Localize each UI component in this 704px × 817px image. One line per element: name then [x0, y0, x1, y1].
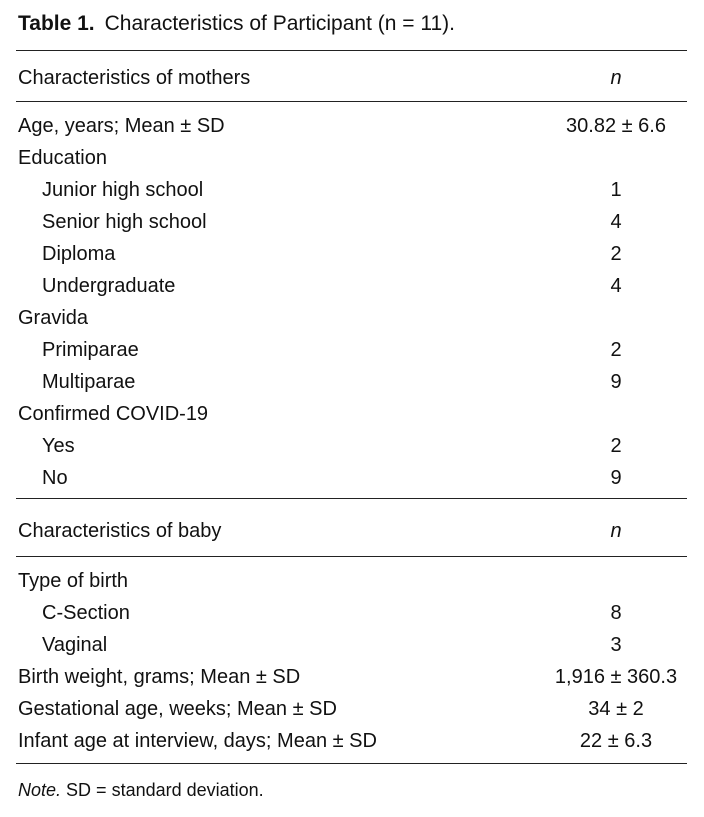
- table-row: [0, 206, 704, 238]
- row-value: 1: [610, 179, 622, 201]
- row-label: Yes: [42, 435, 75, 457]
- baby-header-row: [0, 515, 704, 547]
- row-value: 1,916 ± 360.3: [554, 666, 678, 688]
- mothers-header-row: [0, 62, 704, 94]
- row-label: Undergraduate: [42, 275, 176, 297]
- table-row: [0, 142, 704, 174]
- baby-header-rule: [16, 556, 687, 557]
- baby-header-n: n: [610, 520, 622, 542]
- row-label: Senior high school: [42, 211, 207, 233]
- table-row: [0, 629, 704, 661]
- row-value: 22 ± 6.3: [579, 730, 653, 752]
- table-row: [0, 334, 704, 366]
- row-value: 9: [610, 467, 622, 489]
- baby-header-label: Characteristics of baby: [18, 520, 222, 542]
- row-label: Junior high school: [42, 179, 204, 201]
- table-row: [0, 302, 704, 334]
- row-label: Education: [18, 147, 107, 169]
- row-label: Vaginal: [42, 634, 108, 656]
- section-rule: [16, 498, 687, 499]
- table-note: [18, 780, 264, 801]
- top-rule: [16, 50, 687, 51]
- row-label: Type of birth: [18, 570, 129, 592]
- row-value: 2: [610, 339, 622, 361]
- table-row: [0, 270, 704, 302]
- table-row: [0, 174, 704, 206]
- table-row: [0, 661, 704, 693]
- row-label: Birth weight, grams; Mean ± SD: [18, 666, 301, 688]
- table-row: [0, 430, 704, 462]
- table-row: [0, 366, 704, 398]
- table-row: [0, 110, 704, 142]
- row-label: Age, years; Mean ± SD: [18, 115, 225, 137]
- mothers-header-rule: [16, 101, 687, 102]
- table-row: [0, 462, 704, 494]
- row-label: C-Section: [42, 602, 130, 624]
- row-label: Confirmed COVID-19: [18, 403, 209, 425]
- table-caption-text: Characteristics of Participant (n = 11).: [104, 12, 455, 35]
- row-label: Multiparae: [42, 371, 136, 393]
- table-row: [0, 725, 704, 757]
- table-row: [0, 398, 704, 430]
- table-caption-label: Table 1.: [18, 12, 95, 35]
- table-row: [0, 565, 704, 597]
- mothers-header-n: n: [610, 67, 622, 89]
- row-label: Gestational age, weeks; Mean ± SD: [18, 698, 337, 720]
- table-row: [0, 238, 704, 270]
- row-value: 2: [610, 243, 622, 265]
- table-row: [0, 693, 704, 725]
- row-value: 4: [610, 211, 622, 233]
- row-value: 30.82 ± 6.6: [566, 115, 666, 137]
- row-label: No: [42, 467, 68, 489]
- row-label: Diploma: [42, 243, 116, 265]
- table-caption: [18, 12, 455, 36]
- row-value: 2: [610, 435, 622, 457]
- row-label: Primiparae: [42, 339, 139, 361]
- mothers-header-label: Characteristics of mothers: [18, 67, 251, 89]
- row-value: 34 ± 2: [588, 698, 644, 720]
- row-label: Gravida: [18, 307, 89, 329]
- row-value: 3: [610, 634, 622, 656]
- bottom-rule: [16, 763, 687, 764]
- row-value: 4: [610, 275, 622, 297]
- row-label: Infant age at interview, days; Mean ± SD: [18, 730, 377, 752]
- row-value: 8: [610, 602, 622, 624]
- note-prefix: Note.: [18, 780, 62, 800]
- note-text: SD = standard deviation.: [66, 780, 264, 800]
- row-value: 9: [610, 371, 622, 393]
- table-row: [0, 597, 704, 629]
